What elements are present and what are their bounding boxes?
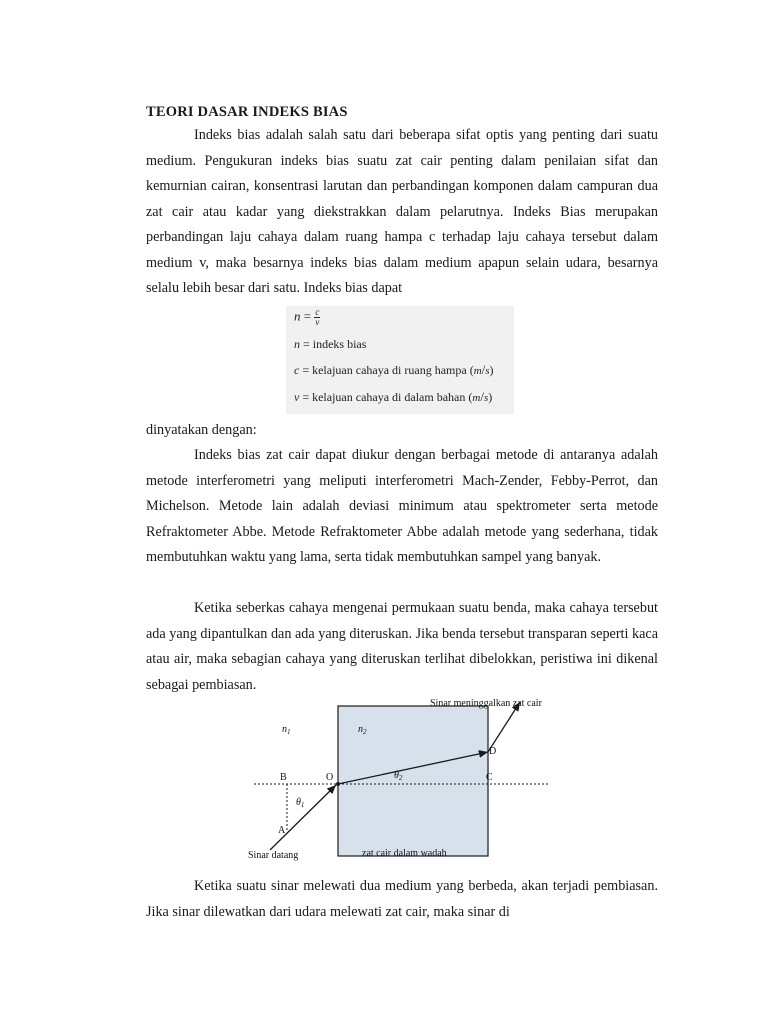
label-A: A: [278, 825, 286, 836]
paragraph-3: [146, 596, 658, 698]
label-C: C: [486, 772, 493, 783]
label-n2: $n_2$: [358, 724, 367, 736]
refraction-diagram: [240, 692, 560, 862]
label-incoming-ray: Sinar datang: [248, 850, 299, 861]
formula-image: [286, 306, 514, 414]
section-heading: TEORI DASAR INDEKS BIAS: [146, 104, 348, 120]
label-theta2: $\theta_2$: [394, 770, 403, 782]
point-O-dot: [336, 782, 340, 786]
exit-ray: [488, 702, 520, 752]
label-D: D: [489, 746, 497, 757]
definition-v: v = kelajuan cahaya di dalam bahan (m/s): [294, 389, 493, 404]
incident-ray: [270, 785, 336, 850]
paragraph-2-text: Indeks bias zat cair dapat diukur dengan berbagai metode di antaranya adalah metode interferometri yang meliputi interferometri Mach-Zender, Febby-Perrot, dan Michelson. Metode lain adalah deviasi minimum atau spektrometer serta metode Refraktometer Abbe. Metode Refraktometer Abbe adalah metode yang sederhana, tidak membutuhkan waktu yang lama, serta tidak membutuhkan sampel yang banyak.: [146, 447, 658, 565]
formula-n-equals: n = $\frac{c}{v}$: [294, 307, 320, 327]
label-exit-ray: Sinar meninggalkan zat cair: [430, 698, 542, 709]
paragraph-3-text: Ketika seberkas cahaya mengenai permukaan suatu benda, maka cahaya tersebut ada yang dipantulkan dan ada yang diteruskan. Jika benda tersebut transparan seperti kaca atau air, maka sebagian cahaya yang diteruskan terlihat dibelokkan, peristiwa ini dikenal sebagai pembiasan.: [146, 600, 658, 693]
fraction-c-over-v: $\frac{c}{v}$: [315, 307, 320, 327]
paragraph-1-text: Indeks bias adalah salah satu dari beberapa sifat optis yang penting dari suatu medium. Pengukuran indeks bias suatu zat cair penting dalam penilaian sifat dan kemurnian cairan, konsentrasi larutan dan perbandingan komponen dalam campuran dua zat cair atau kadar yang diekstrakkan dalam pelarutnya. Indeks Bias merupakan perbandingan laju cahaya dalam ruang hampa c terhadap laju cahaya tersebut dalam medium v, maka besarnya indeks bias dalam medium apapun selain udara, besarnya selalu lebih besar dari satu. Indeks bias dapat: [146, 127, 658, 296]
label-theta1: $\theta_1$: [296, 797, 305, 809]
paragraph-1: [146, 123, 658, 302]
label-O: O: [326, 772, 334, 783]
label-n1: $n_1$: [282, 724, 291, 736]
label-B: B: [280, 772, 287, 783]
definition-n: n = indeks bias: [294, 337, 367, 351]
paragraph-4-text: Ketika suatu sinar melewati dua medium yang berbeda, akan terjadi pembiasan. Jika sinar dilewatkan dari udara melewati zat cair, maka sinar di: [146, 878, 658, 920]
paragraph-1-continued: dinyatakan dengan:: [146, 422, 257, 438]
definition-c: c = kelajuan cahaya di ruang hampa (m/s): [294, 362, 494, 377]
paragraph-4: [146, 874, 658, 925]
paragraph-2: [146, 443, 658, 571]
label-container: zat cair dalam wadah: [362, 848, 447, 859]
